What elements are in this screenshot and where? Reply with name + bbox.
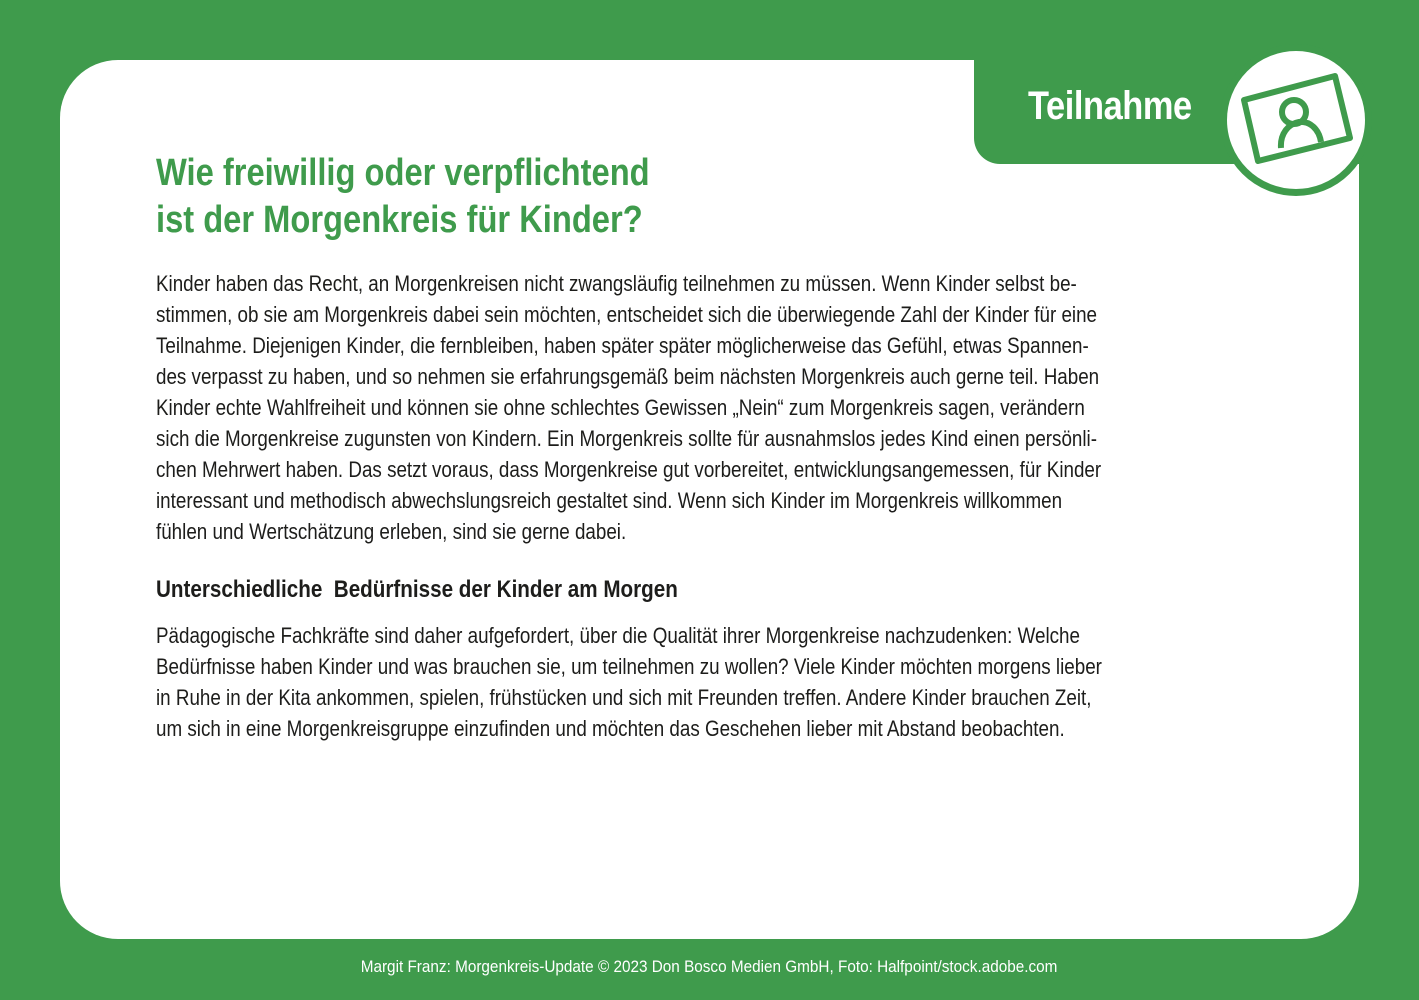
page-title bbox=[156, 150, 650, 244]
category-label: Teilnahme bbox=[1028, 84, 1192, 128]
text-line: stimmen, ob sie am Morgenkreis dabei sein möchten, entscheidet sich die überwiegende Zahl der Kinder für eine bbox=[156, 302, 1098, 327]
text-line: Kinder echte Wahlfreiheit und können sie ohne schlechtes Gewissen „Nein“ zum Morgenkreis sagen, verändern bbox=[156, 395, 1085, 420]
text-line: um sich in eine Morgenkreisgruppe einzufinden und möchten das Geschehen lieber mit Abstand beobachten. bbox=[156, 716, 1065, 741]
copyright-footer bbox=[0, 953, 1419, 981]
section-heading: Unterschiedliche Bedürfnisse der Kinder am Morgen bbox=[156, 576, 678, 603]
text-line: Pädagogische Fachkräfte sind daher aufgefordert, über die Qualität ihrer Morgenkreise nachzudenken: Welche bbox=[156, 623, 1080, 648]
footer-text: Margit Franz: Morgenkreis-Update © 2023 Don Bosco Medien GmbH, Foto: Halfpoint/stock.adobe.com bbox=[361, 957, 1058, 976]
text-line: Teilnahme. Diejenigen Kinder, die fernbleiben, haben später später möglicherweise das Gefühl, etwas Spannen- bbox=[156, 333, 1089, 358]
section-paragraph bbox=[156, 620, 1102, 744]
title-line: ist der Morgenkreis für Kinder? bbox=[156, 199, 643, 241]
intro-paragraph bbox=[156, 268, 1101, 547]
id-card-icon bbox=[1227, 51, 1379, 203]
text-line: Bedürfnisse haben Kinder und was brauchen sie, um teilnehmen zu wollen? Viele Kinder möchten morgens lieber bbox=[156, 654, 1102, 679]
text-line: chen Mehrwert haben. Das setzt voraus, dass Morgenkreise gut vorbereitet, entwicklungsangemessen, für Kinder bbox=[156, 457, 1102, 482]
text-line: Kinder haben das Recht, an Morgenkreisen nicht zwangsläufig teilnehmen zu müssen. Wenn Kinder selbst be- bbox=[156, 271, 1077, 296]
text-line: des verpasst zu haben, und so nehmen sie erfahrungsgemäß beim nächsten Morgenkreis auch gerne teil. Haben bbox=[156, 364, 1100, 389]
text-line: interessant und methodisch abwechslungsreich gestaltet sind. Wenn sich Kinder im Morgenkreis willkommen bbox=[156, 488, 1063, 513]
text-line: in Ruhe in der Kita ankommen, spielen, frühstücken und sich mit Freunden treffen. Andere Kinder brauchen Zeit, bbox=[156, 685, 1092, 710]
text-line: fühlen und Wertschätzung erleben, sind sie gerne dabei. bbox=[156, 519, 627, 544]
category-badge bbox=[1220, 44, 1372, 196]
text-line: sich die Morgenkreise zugunsten von Kindern. Ein Morgenkreis sollte für ausnahmslos jedes Kind einen persönli- bbox=[156, 426, 1098, 451]
title-line: Wie freiwillig oder verpflichtend bbox=[156, 152, 650, 194]
